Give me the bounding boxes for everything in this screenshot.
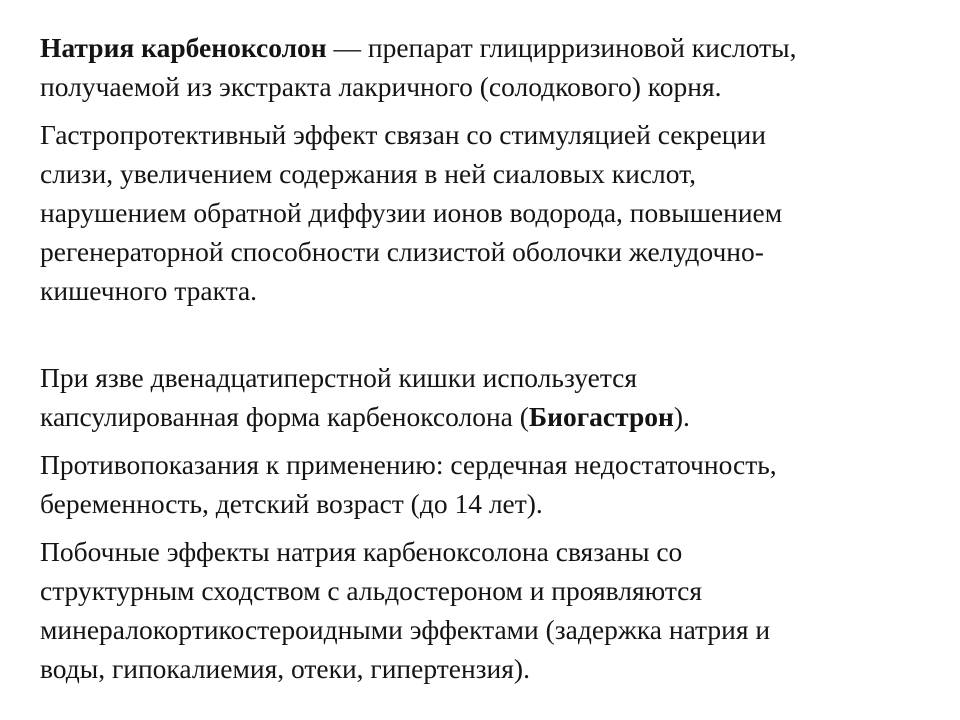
mechanism-line-2: слизи, увеличением содержания в ней сиаловых кислот, bbox=[40, 158, 696, 189]
paragraph-contraindications bbox=[40, 445, 940, 523]
side-effects-line-4: воды, гипокалиемия, отеки, гипертензия). bbox=[40, 653, 530, 684]
contraindications-line-2: беременность, детский возраст (до 14 лет). bbox=[40, 488, 543, 519]
paragraph-definition bbox=[40, 28, 940, 106]
mechanism-line-1: Гастропротективный эффект связан со стимуляцией секреции bbox=[40, 119, 766, 150]
brand-name: Биогастрон bbox=[528, 401, 674, 432]
definition-text-line-2: получаемой из экстракта лакричного (солодкового) корня. bbox=[40, 71, 722, 102]
usage-line-2-start: капсулированная форма карбеноксолона ( bbox=[40, 401, 529, 432]
usage-line-2-end: ). bbox=[673, 401, 690, 432]
mechanism-line-3: нарушением обратной диффузии ионов водорода, повышением bbox=[40, 197, 783, 228]
side-effects-line-3: минералокортикостероидными эффектами (задержка натрия и bbox=[40, 614, 771, 645]
side-effects-line-2: структурным сходством с альдостероном и проявляются bbox=[40, 575, 703, 606]
slide-content bbox=[40, 28, 940, 688]
definition-text-line-1: — препарат глицирризиновой кислоты, bbox=[326, 32, 797, 63]
contraindications-line-1: Противопоказания к применению: сердечная недостаточность, bbox=[40, 449, 777, 480]
usage-line-1: При язве двенадцатиперстной кишки используется bbox=[40, 362, 638, 393]
mechanism-line-4: регенераторной способности слизистой оболочки желудочно- bbox=[40, 236, 764, 267]
paragraph-side-effects bbox=[40, 532, 940, 688]
side-effects-line-1: Побочные эффекты натрия карбеноксолона связаны со bbox=[40, 536, 683, 567]
drug-name: Натрия карбеноксолон bbox=[40, 32, 327, 63]
paragraph-usage bbox=[40, 358, 940, 436]
paragraph-mechanism bbox=[40, 115, 940, 310]
mechanism-line-5: кишечного тракта. bbox=[40, 275, 258, 306]
